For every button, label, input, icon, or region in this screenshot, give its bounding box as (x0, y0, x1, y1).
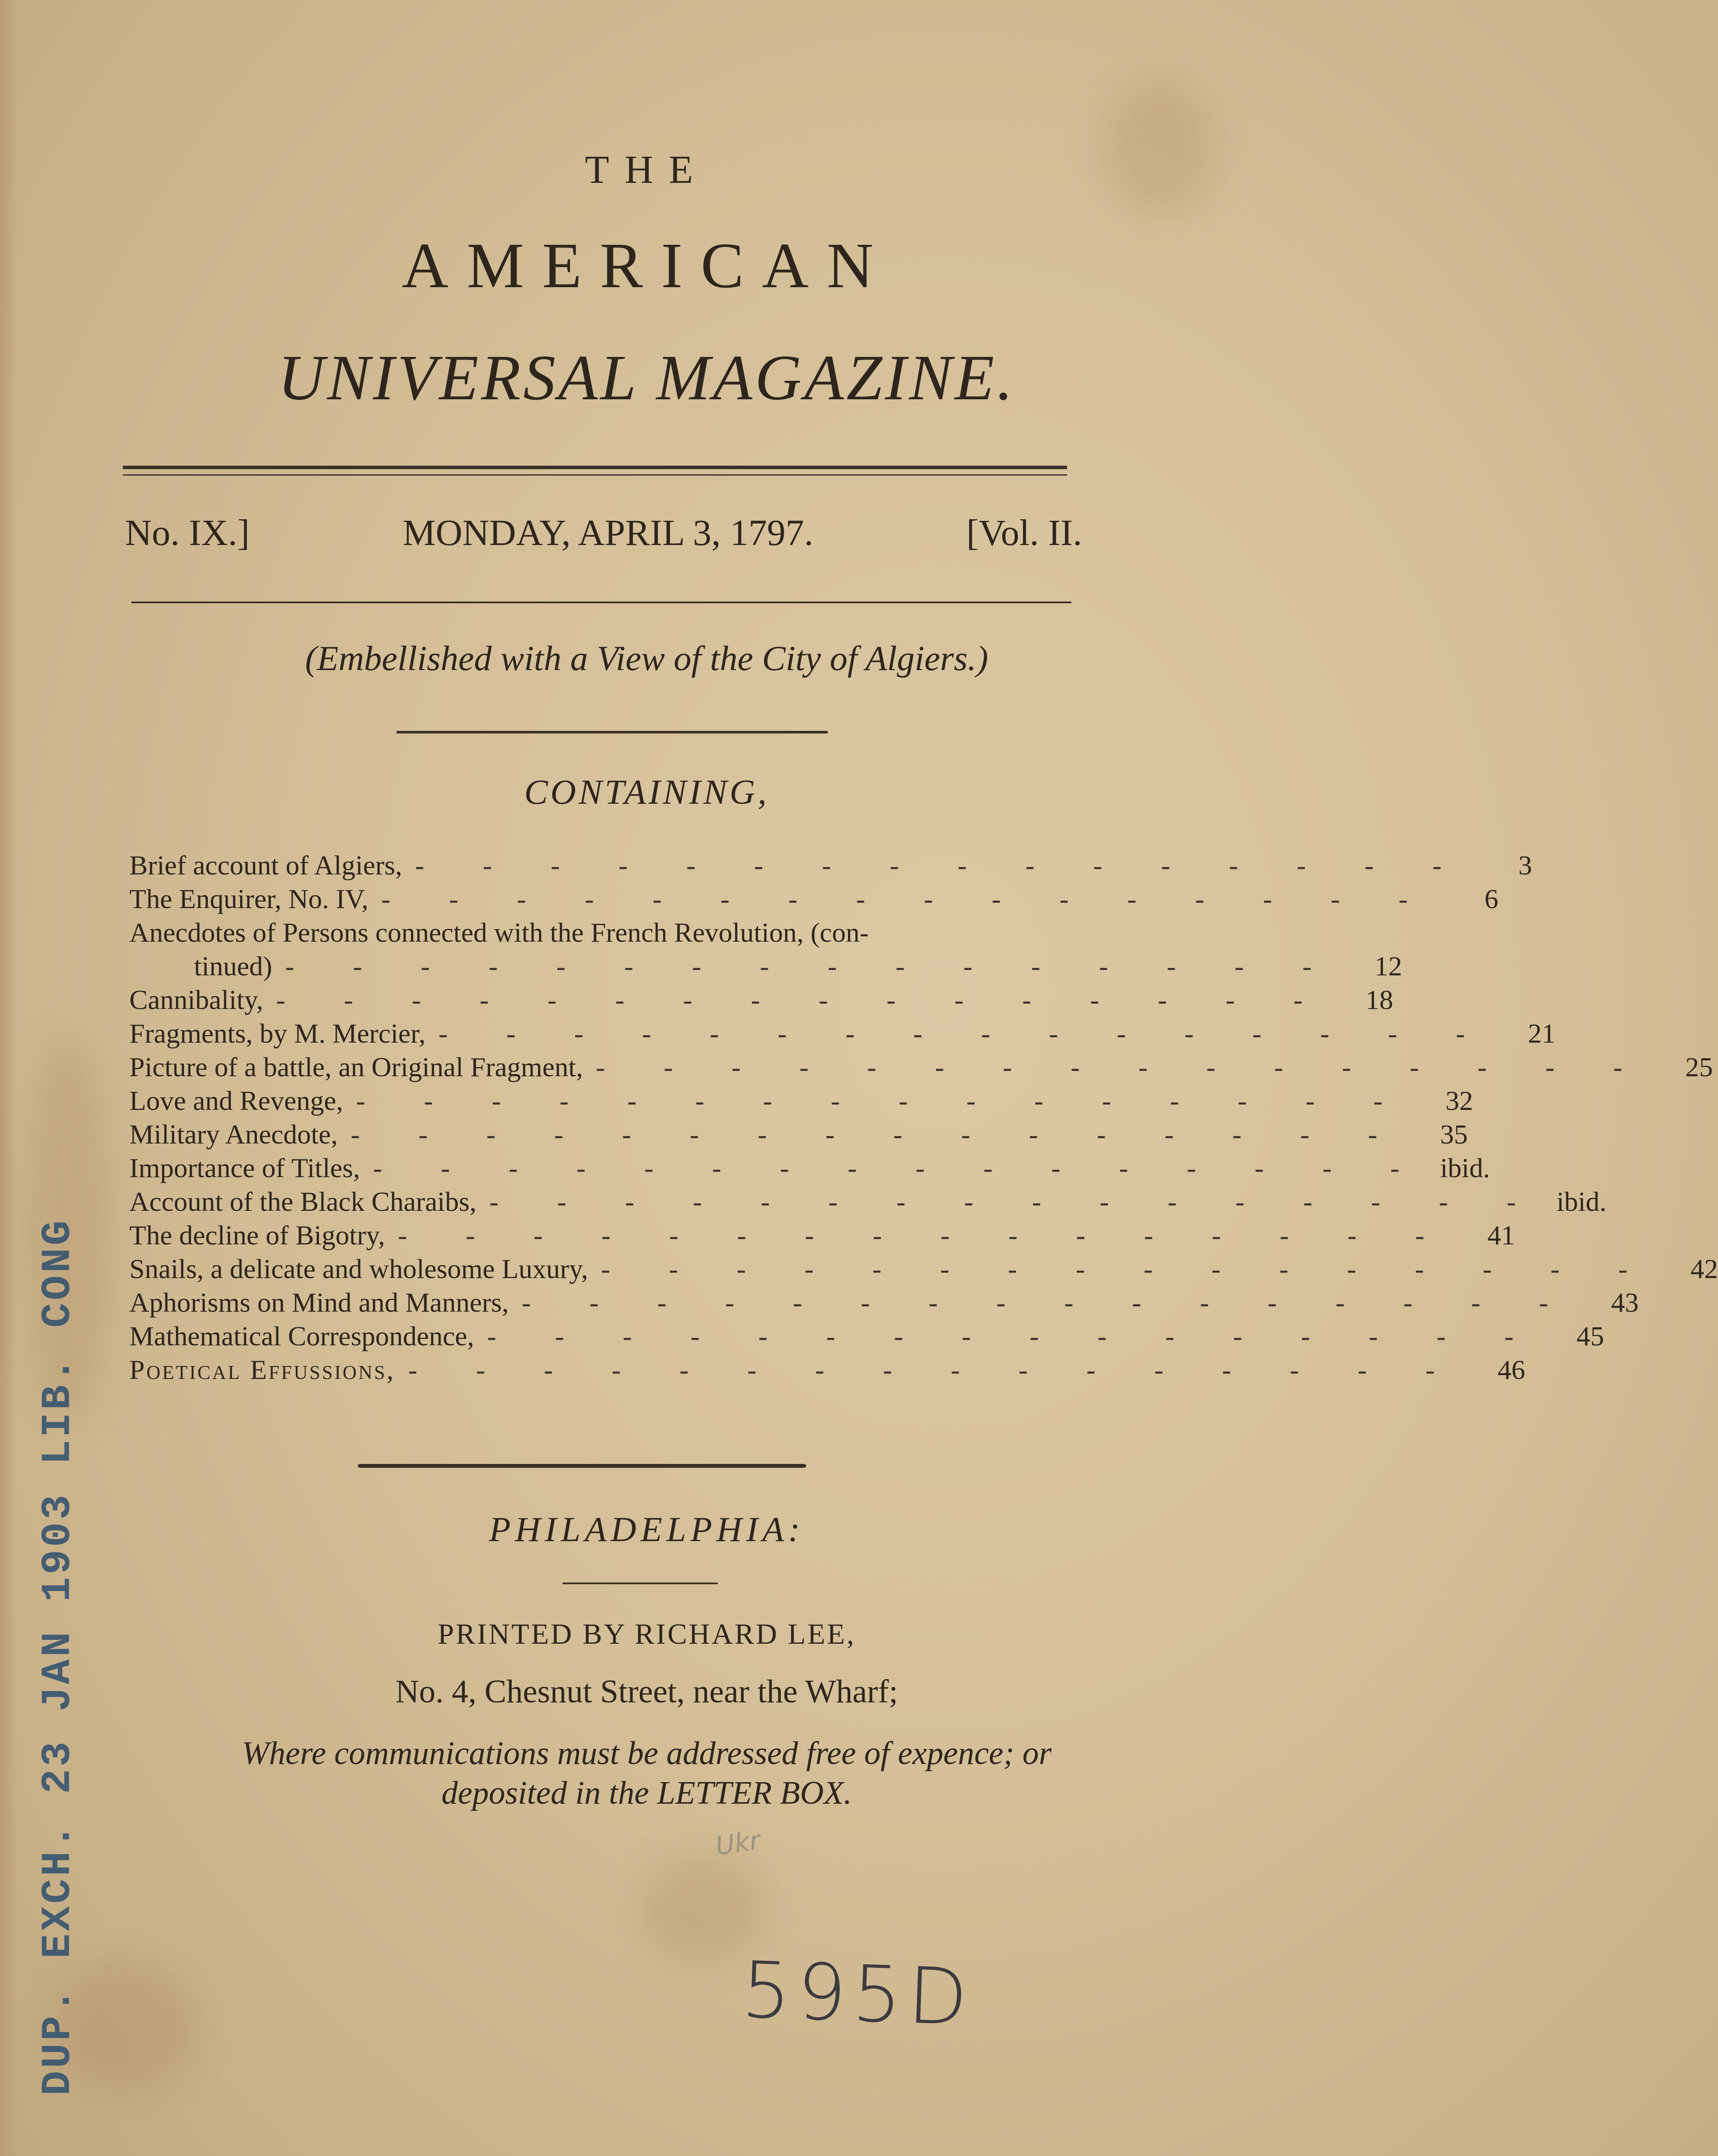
toc-entry (129, 1152, 1490, 1186)
ornamental-rule-bottom (358, 1464, 806, 1468)
toc-entry-page: 46 (1497, 1354, 1525, 1385)
toc-leader: - - - - - - - - - - - - - - - - (356, 1085, 1408, 1116)
toc-leader: - - - - - - - - - - - - - - - - (398, 1220, 1450, 1250)
toc-leader: - - - - - - - - - - - - - - - - (276, 984, 1329, 1015)
issue-date: MONDAY, APRIL 3, 1797. (403, 512, 814, 553)
masthead-the: THE (585, 147, 709, 191)
table-of-contents (129, 849, 1718, 1388)
toc-leader: - - - - - - - - - - - - - - - - (381, 884, 1434, 914)
toc-entry-title: Importance of Titles, (129, 1153, 360, 1183)
toc-entry-title: The Enquirer, No. IV, (129, 884, 369, 914)
toc-leader: - - - - - - - - - - - - - - - - (408, 1354, 1461, 1385)
toc-leader: - - - - - - - - - - - - - - - - (285, 951, 1338, 981)
toc-entry-title: Aphorisms on Mind and Manners, (129, 1287, 509, 1318)
toc-entry-title: Anecdotes of Persons connected with the French Revolution, (con- (129, 917, 869, 948)
toc-entry (129, 950, 1402, 984)
toc-leader: - - - - - - - - - - - - - - - - (415, 850, 1468, 881)
toc-leader: - - - - - - - - - - - - - - - - (350, 1119, 1403, 1150)
toc-entry (129, 1051, 1713, 1085)
library-stamp: DUP. EXCH. 23 JAN 1903 LIB. CONG (34, 1218, 81, 2096)
toc-entry-page: 21 (1528, 1018, 1556, 1049)
containing-heading: CONTAINING, (524, 772, 769, 812)
toc-entry (129, 883, 1499, 917)
toc-entry-page: 41 (1487, 1220, 1515, 1250)
imprint-note (0, 1733, 1293, 1813)
toc-leader: - - - - - - - - - - - - - - - - (438, 1018, 1491, 1049)
ornamental-rule (397, 731, 828, 733)
toc-entry (129, 1119, 1468, 1152)
shelf-mark: 595D (740, 1945, 975, 2043)
pencil-note: Ukr (713, 1825, 762, 1861)
toc-entry (129, 1354, 1525, 1388)
toc-entry (129, 1253, 1718, 1287)
toc-entry (129, 984, 1393, 1018)
issue-rule (131, 602, 1071, 603)
toc-entry-title: Poetical Effussions, (129, 1354, 395, 1385)
toc-entry (129, 849, 1532, 883)
toc-entry-page: ibid. (1556, 1186, 1607, 1217)
toc-entry (129, 917, 1048, 950)
issue-line (125, 511, 1082, 554)
toc-entry-title: Account of the Black Charaibs, (129, 1186, 477, 1217)
toc-entry-title: tinued) (194, 951, 272, 981)
toc-entry-title: The decline of Bigotry, (129, 1220, 385, 1250)
toc-leader: - - - - - - - - - - - - - - - - (489, 1186, 1542, 1217)
page-edge-shadow (0, 0, 17, 2156)
imprint-note-line1: Where communications must be addressed free of expence; or (241, 1735, 1052, 1771)
toc-entry-title: Love and Revenge, (129, 1085, 343, 1116)
toc-entry (129, 1018, 1556, 1051)
imprint-rule (563, 1583, 718, 1584)
masthead-american: AMERICAN (401, 230, 892, 301)
toc-leader: - - - - - - - - - - - - - - - - (373, 1153, 1426, 1183)
masthead-rule-thick (123, 466, 1067, 469)
imprint-printer: PRINTED BY RICHARD LEE, (438, 1617, 856, 1650)
toc-entry-page: 35 (1440, 1119, 1468, 1150)
toc-entry-title: Cannibality, (129, 984, 263, 1015)
masthead-universal-magazine: UNIVERSAL MAGAZINE. (278, 342, 1016, 414)
issue-volume: [Vol. II. (966, 512, 1082, 553)
toc-entry-page: 43 (1611, 1287, 1639, 1318)
toc-leader: - - - - - - - - - - - - - - - - (596, 1052, 1649, 1082)
toc-entry-page: 45 (1576, 1321, 1604, 1351)
toc-entry-title: Brief account of Algiers, (129, 850, 402, 881)
toc-entry-page: 25 (1685, 1052, 1713, 1082)
toc-entry (129, 1287, 1639, 1320)
imprint-address: No. 4, Chesnut Street, near the Wharf; (395, 1673, 898, 1710)
toc-entry-title: Military Anecdote, (129, 1119, 338, 1150)
toc-entry-title: Mathematical Correspondence, (129, 1321, 474, 1351)
toc-entry-page: 3 (1518, 850, 1532, 881)
toc-entry-title: Snails, a delicate and wholesome Luxury, (129, 1253, 588, 1284)
imprint-note-line2: deposited in the LETTER BOX. (441, 1775, 852, 1811)
toc-entry-page: 32 (1445, 1085, 1473, 1116)
toc-entry (129, 1320, 1604, 1354)
toc-leader: - - - - - - - - - - - - - - - - (487, 1321, 1540, 1351)
toc-entry-page: ibid. (1440, 1153, 1490, 1183)
toc-entry-page: 6 (1484, 884, 1499, 914)
embellishment-note: (Embellished with a View of the City of Algiers.) (305, 639, 989, 678)
masthead-rule-thin (123, 474, 1067, 476)
toc-entry-title: Picture of a battle, an Original Fragment, (129, 1052, 583, 1082)
toc-entry (129, 1219, 1515, 1253)
toc-entry (129, 1085, 1473, 1119)
toc-leader: - - - - - - - - - - - - - - - - (601, 1253, 1653, 1284)
toc-entry-title: Fragments, by M. Mercier, (129, 1018, 426, 1049)
issue-number: No. IX.] (125, 512, 250, 553)
toc-entry (129, 1186, 1607, 1219)
toc-leader: - - - - - - - - - - - - - - - - (521, 1287, 1574, 1318)
toc-entry-page: 18 (1365, 984, 1393, 1015)
imprint-city: PHILADELPHIA: (489, 1510, 804, 1549)
toc-entry-page: 12 (1374, 951, 1402, 981)
toc-entry-page: 42 (1690, 1253, 1718, 1284)
